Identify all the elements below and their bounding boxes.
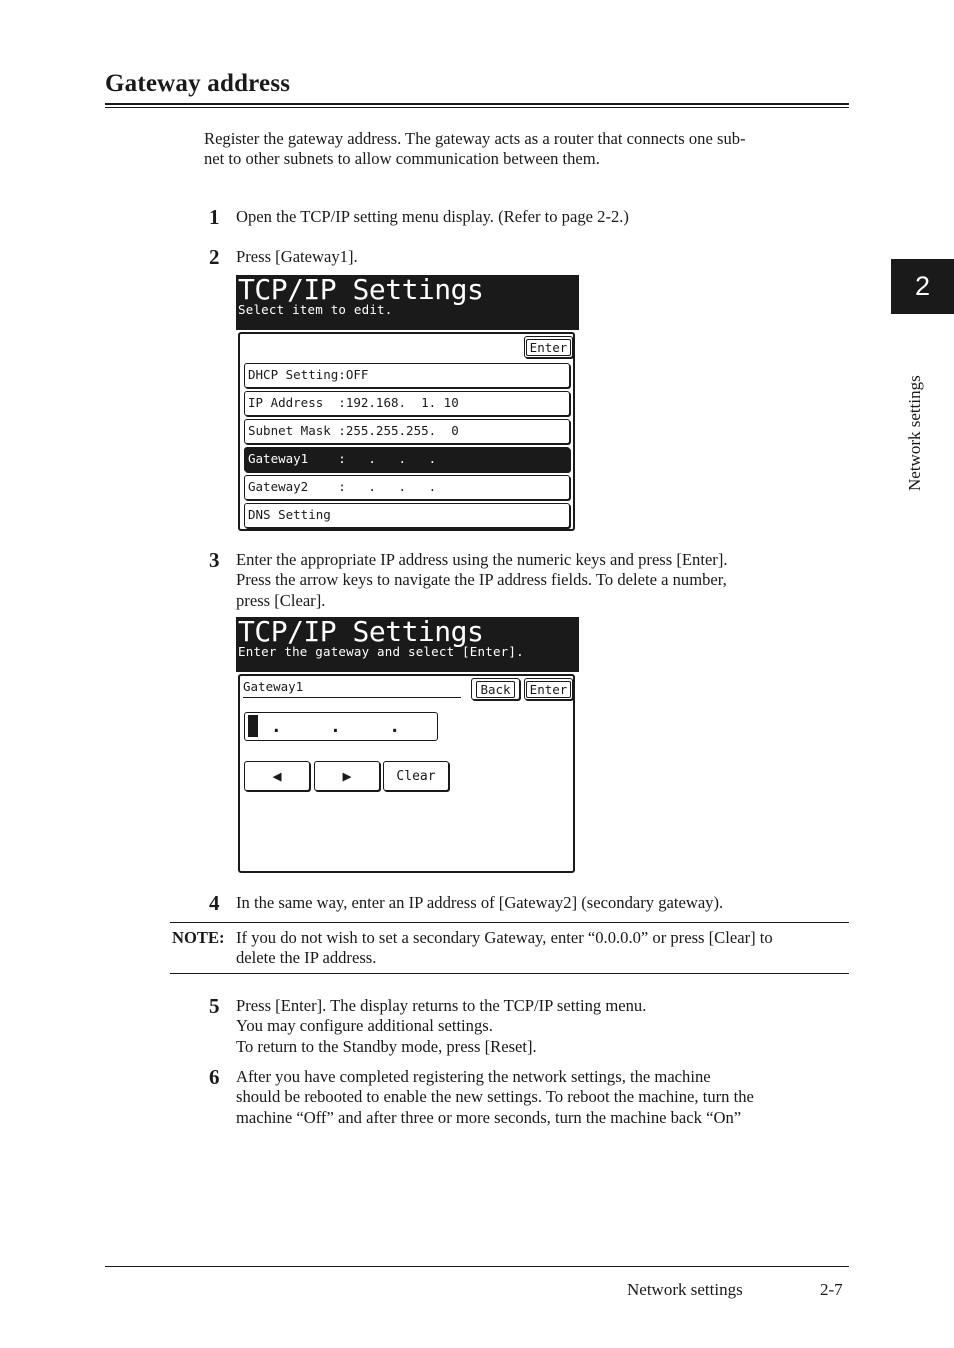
step-text bbox=[236, 247, 846, 267]
ip-address-value: . . . bbox=[259, 716, 402, 737]
menu-item-gateway2[interactable]: Gateway2 : . . . bbox=[244, 475, 570, 500]
lcd-subtitle: Enter the gateway and select [Enter]. bbox=[238, 644, 524, 659]
menu-item-gateway1[interactable]: Gateway1 : . . . bbox=[244, 447, 570, 472]
menu-item-dhcp-setting[interactable]: DHCP Setting:OFF bbox=[244, 363, 570, 388]
menu-item-ip-address[interactable]: IP Address :192.168. 1. 10 bbox=[244, 391, 570, 416]
section-heading: Gateway address bbox=[105, 70, 291, 97]
intro-line: Register the gateway address. The gateway acts as a router that connects one sub- bbox=[204, 129, 746, 148]
menu-item-dns-setting[interactable]: DNS Setting bbox=[244, 503, 570, 528]
chapter-side-label: Network settings bbox=[905, 375, 924, 491]
lcd-body bbox=[238, 674, 575, 873]
lcd-screen-gateway-entry bbox=[236, 617, 579, 873]
note-line: delete the IP address. bbox=[236, 948, 377, 967]
note-rule-bottom bbox=[170, 973, 849, 974]
step-number: 4 bbox=[209, 891, 220, 915]
step-text bbox=[236, 550, 846, 611]
enter-button[interactable]: Enter bbox=[524, 678, 573, 700]
note-line: If you do not wish to set a secondary Gateway, enter “0.0.0.0” or press [Clear] to bbox=[236, 928, 773, 947]
step-line: machine “Off” and after three or more seconds, turn the machine back “On” bbox=[236, 1107, 742, 1127]
step-line: In the same way, enter an IP address of [Gateway2] (secondary gateway). bbox=[236, 893, 724, 912]
step-number: 5 bbox=[209, 994, 220, 1018]
enter-button[interactable]: Enter bbox=[524, 336, 573, 358]
step-line: press [Clear]. bbox=[236, 590, 326, 610]
step-line: Open the TCP/IP setting menu display. (Refer to page 2-2.) bbox=[236, 207, 629, 226]
right-arrow-button[interactable] bbox=[314, 761, 380, 791]
lcd-subtitle: Select item to edit. bbox=[238, 302, 393, 317]
lcd-title: TCP/IP Settings bbox=[238, 615, 484, 648]
heading-rule-bottom bbox=[105, 107, 849, 108]
note-text bbox=[236, 928, 848, 968]
step-line: To return to the Standby mode, press [Reset]. bbox=[236, 1036, 537, 1056]
step-number: 2 bbox=[209, 245, 220, 269]
step-line: Press [Enter]. The display returns to the TCP/IP setting menu. bbox=[236, 996, 647, 1015]
lcd-screen-tcpip-menu bbox=[236, 275, 579, 531]
step-line: Press the arrow keys to navigate the IP address fields. To delete a number, bbox=[236, 570, 727, 590]
footer-rule bbox=[105, 1266, 849, 1267]
step-line: should be rebooted to enable the new settings. To reboot the machine, turn the bbox=[236, 1087, 754, 1107]
clear-button[interactable]: Clear bbox=[383, 761, 449, 791]
step-number: 6 bbox=[209, 1065, 220, 1089]
heading-rule-top bbox=[105, 103, 849, 105]
step-line: Press [Gateway1]. bbox=[236, 247, 358, 266]
field-label-gateway1: Gateway1 bbox=[243, 679, 461, 698]
step-number: 1 bbox=[209, 205, 220, 229]
step-line: You may configure additional settings. bbox=[236, 1016, 493, 1036]
note-label: NOTE: bbox=[172, 928, 225, 947]
lcd-header bbox=[236, 275, 579, 330]
text-cursor bbox=[248, 715, 258, 737]
step-line: After you have completed registering the network settings, the machine bbox=[236, 1067, 711, 1086]
left-arrow-icon: ◀ bbox=[272, 767, 282, 785]
left-arrow-button[interactable] bbox=[244, 761, 310, 791]
note-rule-top bbox=[170, 922, 849, 923]
step-text bbox=[236, 893, 846, 913]
lcd-title: TCP/IP Settings bbox=[238, 273, 484, 306]
step-line: Enter the appropriate IP address using the numeric keys and press [Enter]. bbox=[236, 550, 728, 569]
intro-paragraph bbox=[204, 129, 746, 169]
back-button[interactable]: Back bbox=[471, 678, 520, 700]
menu-item-subnet-mask[interactable]: Subnet Mask :255.255.255. 0 bbox=[244, 419, 570, 444]
step-number: 3 bbox=[209, 548, 220, 572]
ip-address-input[interactable] bbox=[244, 712, 438, 741]
footer-page-number: 2-7 bbox=[820, 1280, 843, 1299]
lcd-header bbox=[236, 617, 579, 672]
right-arrow-icon: ▶ bbox=[342, 767, 352, 785]
intro-line: net to other subnets to allow communication between them. bbox=[204, 149, 600, 168]
chapter-tab: 2 bbox=[891, 259, 954, 314]
step-text bbox=[236, 1067, 846, 1128]
footer-section: Network settings bbox=[627, 1280, 743, 1299]
step-text bbox=[236, 207, 846, 227]
lcd-body bbox=[238, 332, 575, 531]
step-text bbox=[236, 996, 846, 1057]
